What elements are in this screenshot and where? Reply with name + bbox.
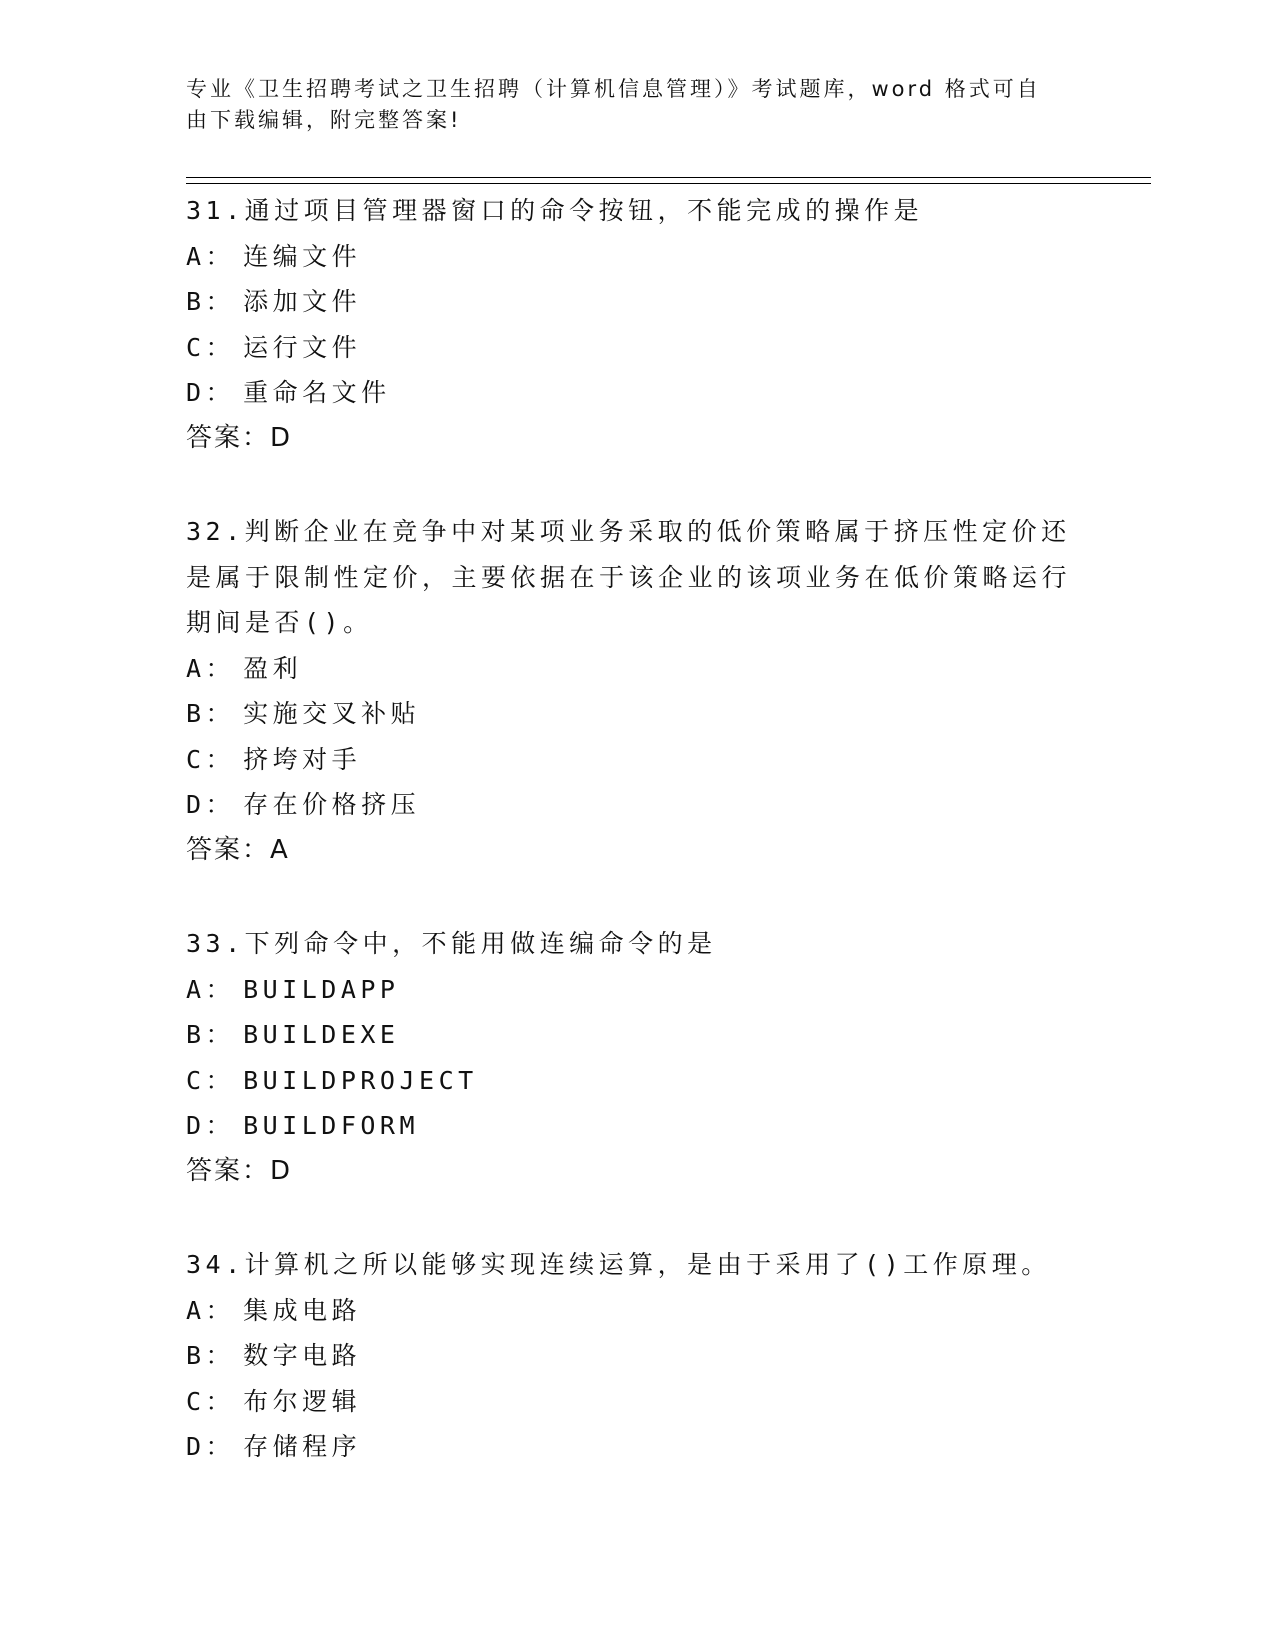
option-key: A： [186,653,236,683]
option-text: 实施交叉补贴 [243,699,421,728]
option-key: B： [186,1341,236,1370]
header-line-2: 由下载编辑，附完整答案! [186,108,462,132]
option-key: C： [186,1386,236,1416]
option-text: 运行文件 [243,332,362,362]
document-header [186,74,1066,136]
option-key: A： [186,1295,236,1325]
option-key: B： [186,1020,236,1049]
option-d [186,1424,1086,1470]
answer-line: 答案：D [186,1155,293,1186]
option-text: 添加文件 [243,287,362,316]
option-key: C： [186,332,236,362]
question-list [186,188,1086,1518]
answer-line: 答案：A [186,834,290,865]
option-c [186,325,1086,371]
option-d [186,1103,1086,1149]
question-stem: 31.通过项目管理器窗口的命令按钮，不能完成的操作是 [186,196,924,225]
option-key: B： [186,699,236,728]
option-text: 存储程序 [243,1432,362,1461]
question-stem: 32.判断企业在竞争中对某项业务采取的低价策略属于挤压性定价还是属于限制性定价，主要依据在于该企业的该项业务在低价策略运行期间是否()。 [186,517,1072,637]
option-c [186,737,1086,783]
option-a [186,1288,1086,1334]
header-divider-top [186,177,1151,178]
option-key: D： [186,1111,236,1140]
option-a [186,646,1086,692]
option-a [186,234,1086,280]
option-a [186,967,1086,1013]
option-text: BUILDPROJECT [243,1065,478,1095]
answer-line: 答案：D [186,422,293,453]
option-key: C： [186,1065,236,1095]
option-key: D： [186,378,236,407]
option-text: 数字电路 [243,1341,362,1370]
header-divider-bottom [186,183,1151,184]
question-32 [186,509,1086,873]
question-34 [186,1242,1086,1470]
header-line-1: 专业《卫生招聘考试之卫生招聘（计算机信息管理）》考试题库，word 格式可自 [186,77,1041,101]
question-stem: 34.计算机之所以能够实现连续运算，是由于采用了()工作原理。 [186,1250,1051,1279]
option-text: BUILDFORM [243,1111,420,1140]
option-b [186,279,1086,325]
option-b [186,691,1086,737]
option-key: A： [186,241,236,271]
option-text: 挤垮对手 [243,744,362,774]
option-key: B： [186,287,236,316]
option-text: 连编文件 [243,241,362,271]
option-b [186,1333,1086,1379]
option-text: 盈利 [243,653,303,683]
option-text: BUILDEXE [243,1020,400,1049]
option-d [186,782,1086,828]
option-text: 集成电路 [243,1295,362,1325]
option-key: A： [186,974,236,1004]
question-stem: 33.下列命令中，不能用做连编命令的是 [186,929,717,958]
option-d [186,370,1086,416]
option-text: 重命名文件 [243,378,391,407]
option-text: 布尔逻辑 [243,1386,362,1416]
option-text: 存在价格挤压 [243,790,421,819]
option-key: D： [186,790,236,819]
option-key: C： [186,744,236,774]
question-31 [186,188,1086,461]
option-key: D： [186,1432,236,1461]
option-text: BUILDAPP [243,974,400,1004]
option-b [186,1012,1086,1058]
question-33 [186,921,1086,1194]
option-c [186,1058,1086,1104]
option-c [186,1379,1086,1425]
